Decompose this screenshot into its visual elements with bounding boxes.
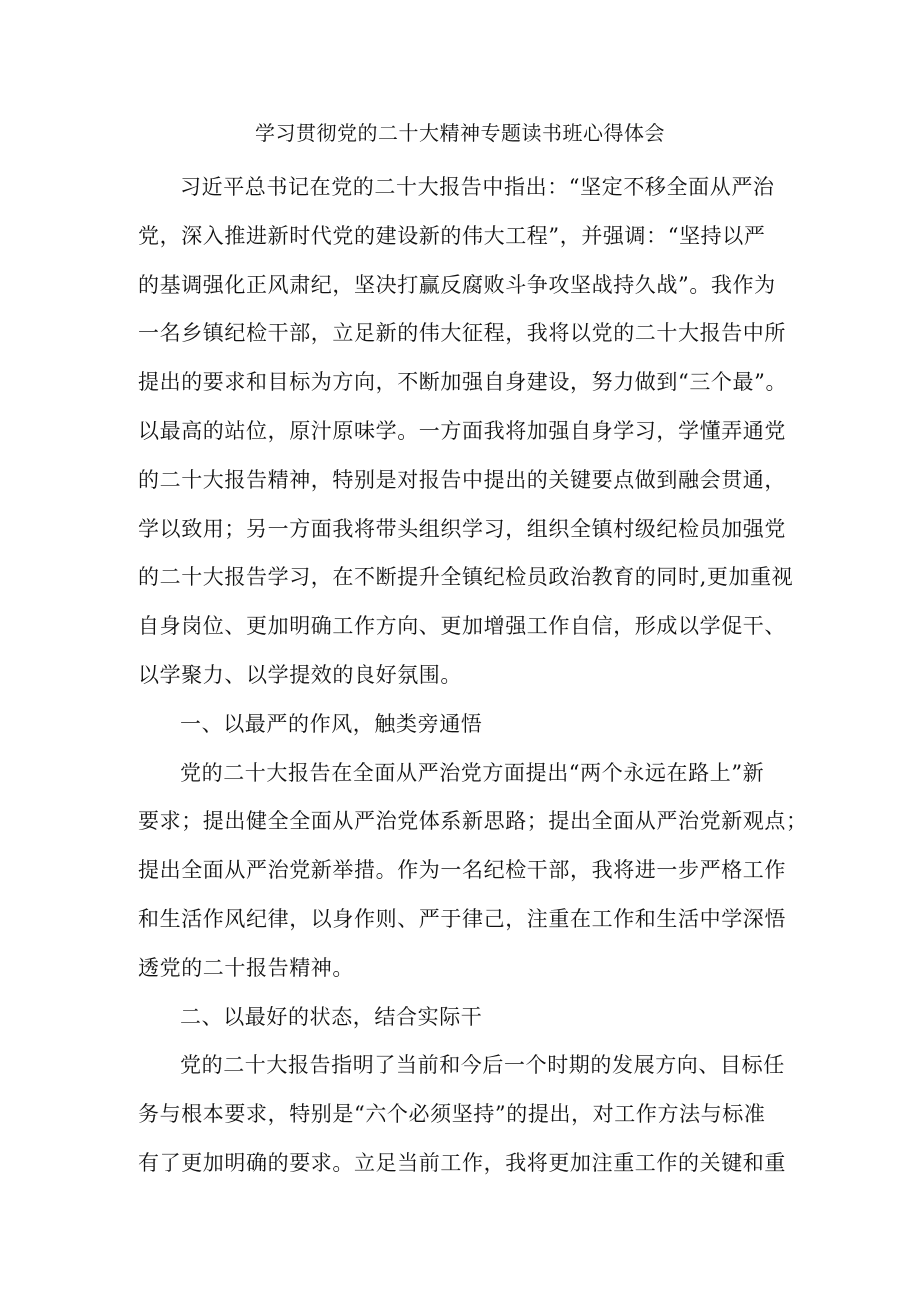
document-title: 学习贯彻党的二十大精神专题读书班心得体会: [255, 121, 665, 145]
paragraph-line: 要求；提出健全全面从严治党体系新思路；提出全面从严治党新观点；: [138, 809, 808, 834]
paragraph-line: 的二十大报告精神，特别是对报告中提出的关键要点做到融会贯通，: [138, 467, 786, 492]
paragraph-line: 一名乡镇纪检干部，立足新的伟大征程，我将以党的二十大报告中所: [138, 321, 786, 346]
document-body: [138, 163, 808, 1188]
paragraph-line: 务与根本要求，特别是“六个必须坚持”的提出，对工作方法与标准: [138, 1102, 766, 1127]
paragraph-line: 习近平总书记在党的二十大报告中指出：“坚定不移全面从严治: [180, 175, 775, 199]
paragraph-line: 和生活作风纪律，以身作则、严于律己，注重在工作和生活中学深悟: [138, 906, 786, 931]
section-heading: 二、以最好的状态，结合实际干: [180, 1004, 483, 1029]
paragraph-line: 以学聚力、以学提效的良好氛围。: [138, 662, 462, 687]
paragraph-line: 提出的要求和目标为方向，不断加强自身建设，努力做到“三个最”。: [138, 370, 788, 395]
paragraph-line: 党的二十大报告指明了当前和今后一个时期的发展方向、目标任: [180, 1053, 785, 1078]
paragraph-line: 党，深入推进新时代党的建设新的伟大工程”，并强调：“坚持以严: [138, 223, 766, 248]
paragraph-line: 的基调强化正风肃纪，坚决打赢反腐败斗争攻坚战持久战”。我作为: [138, 272, 776, 297]
paragraph-line: 提出全面从严治党新举措。作为一名纪检干部，我将进一步严格工作: [138, 858, 786, 883]
paragraph-line: 有了更加明确的要求。立足当前工作，我将更加注重工作的关键和重: [138, 1150, 786, 1175]
paragraph-line: 透党的二十报告精神。: [138, 955, 354, 980]
section-heading: 一、以最严的作风，触类旁通悟: [180, 711, 483, 736]
paragraph-line: 的二十大报告学习，在不断提升全镇纪检员政治教育的同时,更加重视: [138, 565, 794, 590]
paragraph-line: 党的二十大报告在全面从严治党方面提出“两个永远在路上”新: [180, 760, 765, 785]
paragraph-line: 学以致用；另一方面我将带头组织学习，组织全镇村级纪检员加强党: [138, 516, 786, 541]
paragraph-line: 自身岗位、更加明确工作方向、更加增强工作自信，形成以学促干、: [138, 614, 786, 639]
paragraph-line: 以最高的站位，原汁原味学。一方面我将加强自身学习，学懂弄通党: [138, 418, 786, 443]
